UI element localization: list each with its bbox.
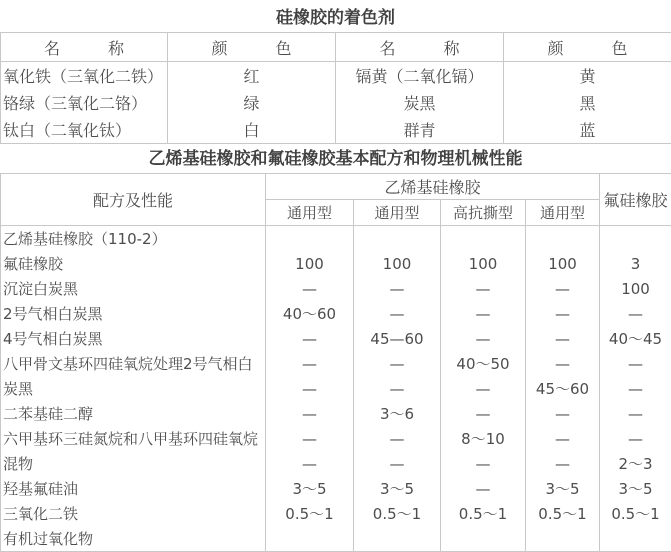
value-cell: 3～5 xyxy=(526,476,600,501)
value-cell: 0.5～1 xyxy=(526,501,600,526)
colorant-name-cell: 氧化铁（三氧化二铁） xyxy=(1,62,168,90)
value-cell: — xyxy=(526,401,600,426)
colorant-table xyxy=(0,32,671,144)
colorant-name-cell: 镉黄（二氧化镉） xyxy=(336,62,504,90)
value-cell: 45～60 xyxy=(526,376,600,401)
ingredient-label: 沉淀白炭黑 xyxy=(1,276,266,301)
value-cell: — xyxy=(600,351,671,376)
value-cell: — xyxy=(266,426,354,451)
value-cell xyxy=(354,526,441,552)
value-cell: — xyxy=(600,401,671,426)
formulation-row xyxy=(1,451,671,476)
formulation-row xyxy=(1,376,671,401)
value-cell: 100 xyxy=(441,251,526,276)
value-cell: 40～60 xyxy=(266,301,354,326)
formulation-row xyxy=(1,251,671,276)
value-cell: — xyxy=(266,376,354,401)
header-subtype: 通用型 xyxy=(354,200,441,226)
ingredient-label: 乙烯基硅橡胶（110-2） xyxy=(1,226,266,252)
value-cell: — xyxy=(600,376,671,401)
ingredient-label: 八甲骨文基环四硅氧烷处理2号气相白 xyxy=(1,351,266,376)
formulation-row xyxy=(1,351,671,376)
value-cell: — xyxy=(526,301,600,326)
value-cell: — xyxy=(526,326,600,351)
colorant-name-cell: 钛白（二氧化钛） xyxy=(1,116,168,144)
value-cell: — xyxy=(354,376,441,401)
value-cell: — xyxy=(354,426,441,451)
ingredient-label: 三氧化二铁 xyxy=(1,501,266,526)
formulation-row xyxy=(1,276,671,301)
ingredient-label: 4号气相白炭黑 xyxy=(1,326,266,351)
colorant-header-row xyxy=(1,33,671,62)
value-cell: 3～6 xyxy=(354,401,441,426)
value-cell: — xyxy=(441,476,526,501)
formulation-row xyxy=(1,326,671,351)
document-page xyxy=(0,2,671,552)
value-cell: — xyxy=(526,451,600,476)
colorant-table-title: 硅橡胶的着色剂 xyxy=(0,2,671,32)
header-subtype: 通用型 xyxy=(266,200,354,226)
value-cell: — xyxy=(266,276,354,301)
color-cell: 绿 xyxy=(168,89,336,116)
formulation-header-row-1 xyxy=(1,174,671,200)
colorant-row xyxy=(1,89,671,116)
column-header-name-1: 名 称 xyxy=(1,33,168,62)
color-cell: 红 xyxy=(168,62,336,90)
colorant-name-cell: 铬绿（三氧化二铬） xyxy=(1,89,168,116)
value-cell: — xyxy=(526,276,600,301)
value-cell: — xyxy=(600,301,671,326)
formulation-row xyxy=(1,501,671,526)
value-cell: 40～50 xyxy=(441,351,526,376)
ingredient-label: 氟硅橡胶 xyxy=(1,251,266,276)
ingredient-label: 混物 xyxy=(1,451,266,476)
value-cell: 3 xyxy=(600,251,671,276)
value-cell: — xyxy=(441,301,526,326)
value-cell xyxy=(600,226,671,252)
header-formula-properties: 配方及性能 xyxy=(1,174,266,226)
value-cell: — xyxy=(266,451,354,476)
value-cell xyxy=(600,526,671,552)
value-cell: 3～5 xyxy=(600,476,671,501)
value-cell xyxy=(441,526,526,552)
formulation-row xyxy=(1,426,671,451)
value-cell xyxy=(441,226,526,252)
value-cell: 100 xyxy=(600,276,671,301)
value-cell: 3～5 xyxy=(354,476,441,501)
value-cell: — xyxy=(354,451,441,476)
formulation-table-title: 乙烯基硅橡胶和氟硅橡胶基本配方和物理机械性能 xyxy=(0,144,671,173)
page xyxy=(0,2,671,546)
value-cell: 3～5 xyxy=(266,476,354,501)
formulation-row xyxy=(1,401,671,426)
value-cell: 100 xyxy=(354,251,441,276)
value-cell: — xyxy=(266,401,354,426)
value-cell xyxy=(354,226,441,252)
value-cell xyxy=(266,226,354,252)
column-header-color-2: 颜 色 xyxy=(504,33,671,62)
value-cell: — xyxy=(266,326,354,351)
header-subtype: 高抗撕型 xyxy=(441,200,526,226)
formulation-row xyxy=(1,476,671,501)
value-cell: 2～3 xyxy=(600,451,671,476)
value-cell: 40～45 xyxy=(600,326,671,351)
value-cell: 100 xyxy=(266,251,354,276)
colorant-row xyxy=(1,62,671,90)
value-cell: — xyxy=(441,276,526,301)
column-header-name-2: 名 称 xyxy=(336,33,504,62)
value-cell: 0.5～1 xyxy=(600,501,671,526)
value-cell: — xyxy=(600,426,671,451)
color-cell: 蓝 xyxy=(504,116,671,144)
value-cell: 0.5～1 xyxy=(354,501,441,526)
formulation-row xyxy=(1,226,671,252)
color-cell: 黑 xyxy=(504,89,671,116)
value-cell: — xyxy=(441,401,526,426)
formulation-row xyxy=(1,526,671,552)
value-cell: 8～10 xyxy=(441,426,526,451)
color-cell: 黄 xyxy=(504,62,671,90)
color-cell: 白 xyxy=(168,116,336,144)
ingredient-label: 羟基氟硅油 xyxy=(1,476,266,501)
value-cell: — xyxy=(266,351,354,376)
value-cell: 100 xyxy=(526,251,600,276)
value-cell: 45—60 xyxy=(354,326,441,351)
value-cell: — xyxy=(354,276,441,301)
ingredient-label: 炭黑 xyxy=(1,376,266,401)
ingredient-label: 二苯基硅二醇 xyxy=(1,401,266,426)
value-cell xyxy=(526,226,600,252)
ingredient-label: 有机过氧化物 xyxy=(1,526,266,552)
value-cell: — xyxy=(441,451,526,476)
value-cell: — xyxy=(526,351,600,376)
value-cell: — xyxy=(441,376,526,401)
value-cell: — xyxy=(441,326,526,351)
header-subtype: 通用型 xyxy=(526,200,600,226)
colorant-name-cell: 群青 xyxy=(336,116,504,144)
colorant-name-cell: 炭黑 xyxy=(336,89,504,116)
value-cell: 0.5～1 xyxy=(266,501,354,526)
value-cell xyxy=(526,526,600,552)
header-vinyl-silicone-group: 乙烯基硅橡胶 xyxy=(266,174,600,200)
colorant-row xyxy=(1,116,671,144)
column-header-color-1: 颜 色 xyxy=(168,33,336,62)
formulation-row xyxy=(1,301,671,326)
value-cell: — xyxy=(354,351,441,376)
value-cell: 0.5～1 xyxy=(441,501,526,526)
value-cell: — xyxy=(526,426,600,451)
formulation-table xyxy=(0,173,671,552)
value-cell: — xyxy=(354,301,441,326)
ingredient-label: 2号气相白炭黑 xyxy=(1,301,266,326)
value-cell xyxy=(266,526,354,552)
header-fluorosilicone: 氟硅橡胶 xyxy=(600,174,671,226)
ingredient-label: 六甲基环三硅氮烷和八甲基环四硅氧烷 xyxy=(1,426,266,451)
